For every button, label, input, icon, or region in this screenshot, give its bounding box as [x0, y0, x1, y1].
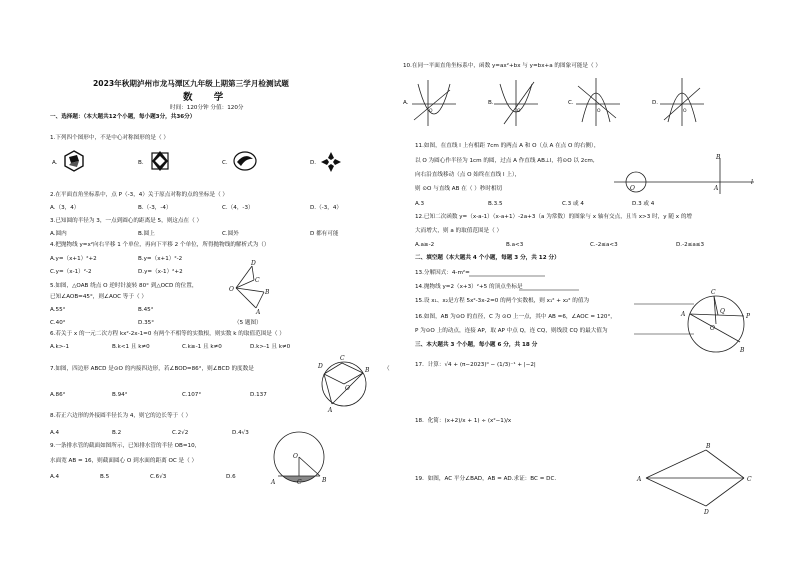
q12-stem-line2: 大而增大，则 a 的取值范围是（ ） [415, 228, 503, 234]
q5-option-b: B.45° [138, 307, 154, 313]
q19-stem: 19．如图，AC 平分∠BAD，AB = AD.求证：BC = DC. [415, 476, 557, 482]
q5-figure-caption: （5 题图） [234, 320, 262, 326]
fig5-label-a: A [256, 309, 261, 316]
q11-stem-line4: 则 ⊙O 与直线 AB 在（ ）秒时相切 [415, 186, 503, 192]
q2-option-d: D.（-3，4） [310, 205, 343, 211]
q4-stem: 4.把抛物线 y=x²向右平移 1 个单位，再向下平移 2 个单位，所得抛物线的解析式为（） [50, 242, 270, 248]
q3-option-a: A.圆内 [50, 231, 67, 237]
q11-option-a: A.3 [415, 201, 425, 207]
q11-option-b: B.3.5 [488, 201, 503, 207]
q7-stem: 7.如图，四边形 ABCD 是⊙O 的内接四边形，若∠BOD=86°，则∠BCD 的度数是 [50, 366, 254, 372]
exam-meta: 时间：120分钟 分值：120分 [170, 105, 244, 111]
fig7-label-a: A [328, 407, 333, 414]
q6-option-a: A.k>-1 [50, 344, 70, 350]
fig10a-origin-label: O [429, 109, 433, 114]
fig11-label-o: O [630, 185, 635, 192]
q7-option-d: D.137 [250, 392, 267, 398]
fig5-label-c: C [255, 277, 260, 284]
q2-option-c: C.（4，-3） [222, 205, 254, 211]
q11-stem-line2: 以 O 为圆心作半径为 1cm 的圆，过点 A 作直线 AB⊥l，将⊙O 以 2cm, [415, 158, 595, 164]
exam-title: 2023年秋期泸州市龙马潭区九年级上期第三学月检测试题 [93, 79, 289, 88]
fig16-label-o: O [710, 325, 715, 332]
fig19-label-b: B [706, 443, 711, 450]
subject-heading: 数 学 [183, 92, 233, 103]
q12-option-b: B.a<3 [506, 242, 524, 248]
q9-option-c: C.6√3 [150, 474, 167, 480]
q8-option-d: D.4√3 [232, 430, 249, 436]
q1-option-c: C. [222, 160, 228, 166]
fig7-label-o: O [345, 385, 350, 392]
section-2-heading: 二、填空题（本大题共 4 个小题，每题 3 分，共 12 分） [415, 255, 560, 261]
fig10d-origin-label: O [683, 109, 687, 114]
fig16-label-b: B [740, 347, 745, 354]
q6-stem: 6.若关于 x 的一元二次方程 kx²-2x-1=0 有两个不相等的实数根，则实数 k 的取值范围是（ ） [50, 331, 285, 337]
q5-stem-line1: 5.如图，△OAB 绕点 O 逆时针旋转 80° 到△OCD 的位置， [50, 283, 198, 289]
q4-option-d: D.y=（x-1）²+2 [138, 269, 183, 275]
q8-option-a: A.4 [50, 430, 60, 436]
q12-stem-line1: 12.已知二次函数 y=（x-a-1）（x-a+1）-2a+3（a 为常数）的图象与 x 轴有交点，且当 x>3 时，y 随 x 的增 [415, 214, 693, 220]
q7-option-c: C.107° [182, 392, 202, 398]
q5-option-c: C.40° [50, 320, 66, 326]
q9-option-a: A.4 [50, 474, 60, 480]
section-1-heading: 一、选择题：（本大题共12个小题，每小题3分，共36分） [50, 114, 196, 120]
q3-stem: 3.已知圆的半径为 3，一点到圆心的距离是 5，则这点在（ ） [50, 218, 203, 224]
q3-option-b: B.圆上 [138, 231, 155, 237]
q10-graph-d [660, 78, 704, 126]
q11-option-d: D.3 或 4 [632, 201, 655, 207]
q4-option-c: C.y=（x-1）²-2 [50, 269, 92, 275]
fig16-label-a: A [681, 311, 686, 318]
q11-option-c: C.3 或 4 [562, 201, 584, 207]
q2-option-a: A.（3，4） [50, 205, 80, 211]
q3-option-d: D 都有可能 [310, 231, 339, 237]
q5-option-a: A.55° [50, 307, 66, 313]
q3-option-c: C.圆外 [222, 231, 239, 237]
q1-option-d: D. [310, 160, 317, 166]
q5-stem-line2: 已知∠AOB=45°，则∠AOC 等于（ ） [50, 294, 147, 300]
q1-stem: 1.下列四个图形中，不是中心对称图形的是（ ） [50, 135, 169, 141]
fig7-label-d: D [318, 363, 323, 370]
q16-figure [681, 289, 752, 358]
fig16-label-p: P [746, 313, 751, 320]
fig11-label-a: A [714, 185, 719, 192]
q8-option-b: B.2 [112, 430, 122, 436]
q8-option-c: C.2√2 [172, 430, 189, 436]
q4-option-b: B.y=（x+1）²-2 [138, 256, 183, 262]
q17-stem: 17．计算：√4 + (π−2023)⁰ − (1/3)⁻¹ + |−2| [415, 362, 536, 368]
q7-option-a: A.86° [50, 392, 66, 398]
q11-stem-line3: 向右沿直线移动（点 O 始终在直线 l 上）， [415, 172, 521, 178]
q9-option-d: D.6 [226, 474, 236, 480]
fig11-label-b: B [716, 154, 721, 161]
fig9-label-b: B [322, 477, 327, 484]
q19-figure [636, 440, 762, 516]
fig16-label-c: C [711, 289, 716, 296]
q15-stem: 15.设 x₁、x₂是方程 5x²-3x-2=0 的两个实数根，则 x₁² + x₂² 的值为 [415, 298, 590, 304]
fig16-label-q: Q [720, 308, 725, 315]
q5-option-d: D.35° [138, 320, 155, 326]
q10-option-a: A. [403, 100, 409, 106]
q2-option-b: B.（-3，-4） [138, 205, 172, 211]
q14-stem: 14.抛物线 y=2（x+3）²+5 的顶点坐标是 [415, 284, 523, 290]
q8-stem: 8.若正六边形的外接圆半径长为 4，则它的边长等于（ ） [50, 413, 192, 419]
q7-paren: （ [384, 366, 390, 372]
q12-option-a: A.a≥-2 [415, 242, 435, 248]
q10-graph-a [412, 80, 456, 126]
q10-option-b: B. [488, 100, 494, 106]
q18-stem: 18．化简：(x+2)/x + 1) ÷ (x²−1)/x [415, 418, 512, 424]
q1-option-b: B. [138, 160, 144, 166]
fig10b-origin-label: O [517, 109, 521, 114]
q16-stem-line1: 16.如图，AB 为⊙O 的直径，C 为 ⊙O 上一点，其中 AB =6，∠AOC = 120°， [415, 314, 616, 320]
q10-graph-b [494, 80, 538, 126]
q2-stem: 2.在平面直角坐标系中，点 P（-3，4）关于原点对称的点的坐标是（ ） [50, 192, 229, 198]
q9-stem-line2: 水面宽 AB = 16，则截面圆心 O 到水面的距离 OC 是（ ） [50, 458, 198, 464]
fig5-label-o: O [229, 286, 234, 293]
q13-stem: 13.分解因式：4-m²= [415, 270, 470, 276]
fig11-label-l: l [751, 179, 753, 186]
q10-option-c: C. [568, 100, 574, 106]
fig19-label-c: C [747, 476, 752, 483]
q10-graph-c [576, 78, 620, 126]
q4-option-a: A.y=（x+1）²+2 [50, 256, 97, 262]
fig9-label-o: O [293, 453, 298, 460]
fig5-label-b: B [265, 289, 270, 296]
fig9-label-a: A [271, 479, 276, 486]
fig9-label-c: C [297, 479, 302, 486]
q10-stem: 10.在同一平面直角坐标系中，函数 y=ax²+bx 与 y=bx+a 的图象可能是（ ） [403, 63, 601, 69]
fig19-label-a: A [637, 476, 642, 483]
q7-option-b: B.94° [112, 392, 128, 398]
fig7-label-c: C [340, 355, 345, 362]
q11-stem-line1: 11.如图，在直线 l 上有相距 7cm 的两点 A 和 O（点 A 在点 O 的右侧）， [415, 143, 600, 149]
q12-option-c: C.-2≤a<3 [590, 242, 618, 248]
section-3-heading: 三、本大题共 3 个小题，每小题 6 分，共 18 分 [415, 342, 538, 348]
q16-stem-line2: P 为⊙O 上的动点，连接 AP，取 AP 中点 Q，连 CQ，则线段 CQ 的最大值为 [415, 328, 608, 334]
fig19-label-d: D [704, 509, 709, 516]
q6-option-c: C.k≥-1 且 k≠0 [182, 344, 222, 350]
q6-option-d: D.k>-1 且 k≠0 [250, 344, 291, 350]
q11-figure [614, 154, 764, 196]
fig10c-origin-label: O [597, 109, 601, 114]
q6-option-b: B.k<1 且 k≠0 [112, 344, 150, 350]
q12-option-d: D.-2≤a≤3 [676, 242, 705, 248]
fig7-label-b: B [365, 367, 370, 374]
q10-option-d: D. [652, 100, 659, 106]
q9-option-b: B.5 [100, 474, 110, 480]
q9-stem-line1: 9.一条排水管的截面如图所示，已知排水管的半径 OB=10， [50, 443, 201, 449]
q1-option-a: A. [52, 160, 58, 166]
fig5-label-d: D [251, 260, 256, 267]
